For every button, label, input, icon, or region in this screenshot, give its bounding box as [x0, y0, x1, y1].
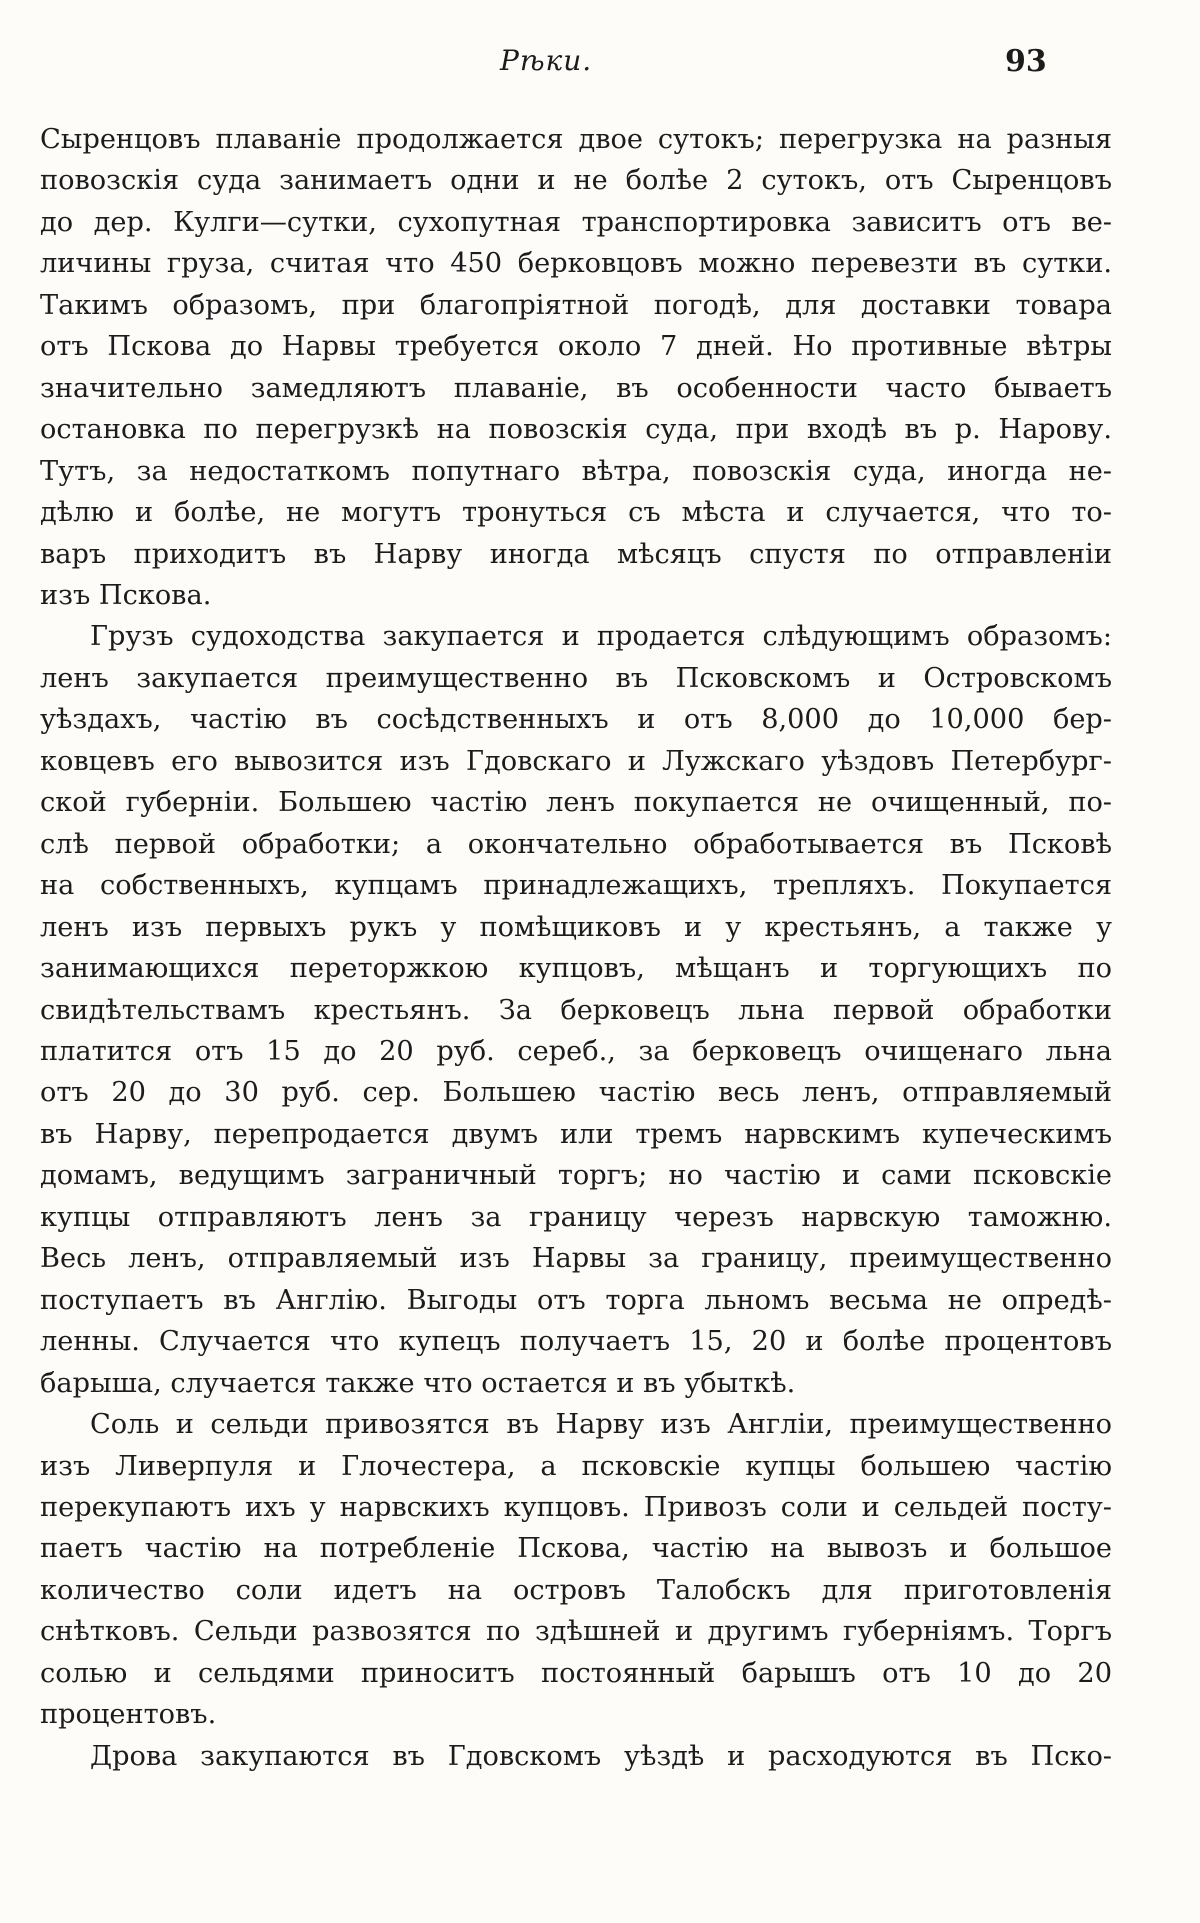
text-line: на собственныхъ, купцамъ принадлежащихъ, трепляхъ. Покупается	[40, 870, 1112, 902]
text-line: поступаетъ въ Англію. Выгоды отъ торга льномъ весьма не опредѣ-	[40, 1284, 1112, 1316]
text-line: Дрова закупаются въ Гдовскомъ уѣздѣ и расходуются въ Пско-	[90, 1740, 1112, 1772]
text-line: изъ Ливерпуля и Глочестера, а псковскіе купцы большею частію	[40, 1450, 1112, 1482]
text-line: Тутъ, за недостаткомъ попутнаго вѣтра, повозскія суда, иногда не-	[40, 455, 1112, 487]
text-line: отъ Пскова до Нарвы требуется около 7 дней. Но противные вѣтры	[40, 331, 1112, 363]
text-line: Грузъ судоходства закупается и продается слѣдующимъ образомъ:	[90, 621, 1112, 653]
text-line: уѣздахъ, частію въ сосѣдственныхъ и отъ 8,000 до 10,000 бер-	[40, 704, 1112, 736]
text-line: повозскія суда занимаетъ одни и не болѣе 2 сутокъ, отъ Сыренцовъ	[40, 165, 1112, 197]
text-line: личины груза, считая что 450 берковцовъ можно перевезти въ сутки.	[40, 248, 1112, 280]
text-line: занимающихся переторжкою купцовъ, мѣщанъ и торгующихъ по	[40, 953, 1112, 985]
text-line: до дер. Кулги—сутки, сухопутная транспортировка зависитъ отъ ве-	[40, 206, 1112, 238]
text-line: ской губерніи. Большею частію ленъ покупается не очищенный, по-	[40, 787, 1112, 819]
text-line: свидѣтельствамъ крестьянъ. За берковецъ льна первой обработки	[40, 994, 1112, 1026]
text-line: купцы отправляютъ ленъ за границу черезъ нарвскую таможню.	[40, 1201, 1112, 1233]
text-line: количество соли идетъ на островъ Талобскъ для приготовленія	[40, 1574, 1112, 1606]
text-line: въ Нарву, перепродается двумъ или тремъ нарвскимъ купеческимъ	[40, 1118, 1112, 1150]
text-line: ленны. Случается что купецъ получаетъ 15, 20 и болѣе процентовъ	[40, 1326, 1112, 1358]
text-line: дѣлю и болѣе, не могутъ тронуться съ мѣста и случается, что то-	[40, 497, 1112, 529]
text-line: процентовъ.	[40, 1699, 217, 1731]
text-line: Такимъ образомъ, при благопріятной погодѣ, для доставки товара	[40, 289, 1112, 321]
text-line: ковцевъ его вывозится изъ Гдовскаго и Лужскаго уѣздовъ Петербург-	[40, 745, 1112, 777]
text-line: паетъ частію на потребленіе Пскова, частію на вывозъ и большое	[40, 1533, 1112, 1565]
text-line: слѣ первой обработки; а окончательно обработывается въ Псковѣ	[40, 828, 1112, 860]
text-line: отъ 20 до 30 руб. сер. Большею частію весь ленъ, отправляемый	[40, 1077, 1112, 1109]
text-line: ленъ изъ первыхъ рукъ у помѣщиковъ и у крестьянъ, а также у	[40, 911, 1112, 943]
text-line: домамъ, ведущимъ заграничный торгъ; но частію и сами псковскіе	[40, 1160, 1112, 1192]
body-text	[40, 119, 1112, 1777]
text-line: солью и сельдями приноситъ постоянный барышъ отъ 10 до 20	[40, 1657, 1112, 1689]
text-line: перекупаютъ ихъ у нарвскихъ купцовъ. Привозъ соли и сельдей посту-	[40, 1491, 1112, 1523]
text-line: значительно замедляютъ плаваніе, въ особенности часто бываетъ	[40, 372, 1112, 404]
text-line: Сыренцовъ плаваніе продолжается двое сутокъ; перегрузка на разныя	[40, 124, 1112, 155]
running-title: Рѣки.	[500, 44, 593, 77]
text-line: остановка по перегрузкѣ на повозскія суда, при входѣ въ р. Нарову.	[40, 414, 1112, 446]
text-line: Весь ленъ, отправляемый изъ Нарвы за границу, преимущественно	[40, 1243, 1112, 1275]
page-header	[0, 44, 1200, 94]
text-line: изъ Пскова.	[40, 579, 212, 611]
text-line: ленъ закупается преимущественно въ Псковскомъ и Островскомъ	[40, 662, 1112, 694]
page-number: 93	[1005, 44, 1047, 79]
text-line: снѣтковъ. Сельди развозятся по здѣшней и другимъ губерніямъ. Торгъ	[40, 1616, 1112, 1648]
text-line: платится отъ 15 до 20 руб. сереб., за берковецъ очищенаго льна	[40, 1035, 1112, 1067]
text-line: Соль и сельди привозятся въ Нарву изъ Англіи, преимущественно	[90, 1409, 1112, 1441]
text-line: барыша, случается также что остается и въ убыткѣ.	[40, 1367, 796, 1399]
text-line: варъ приходитъ въ Нарву иногда мѣсяцъ спустя по отправленіи	[40, 538, 1112, 570]
